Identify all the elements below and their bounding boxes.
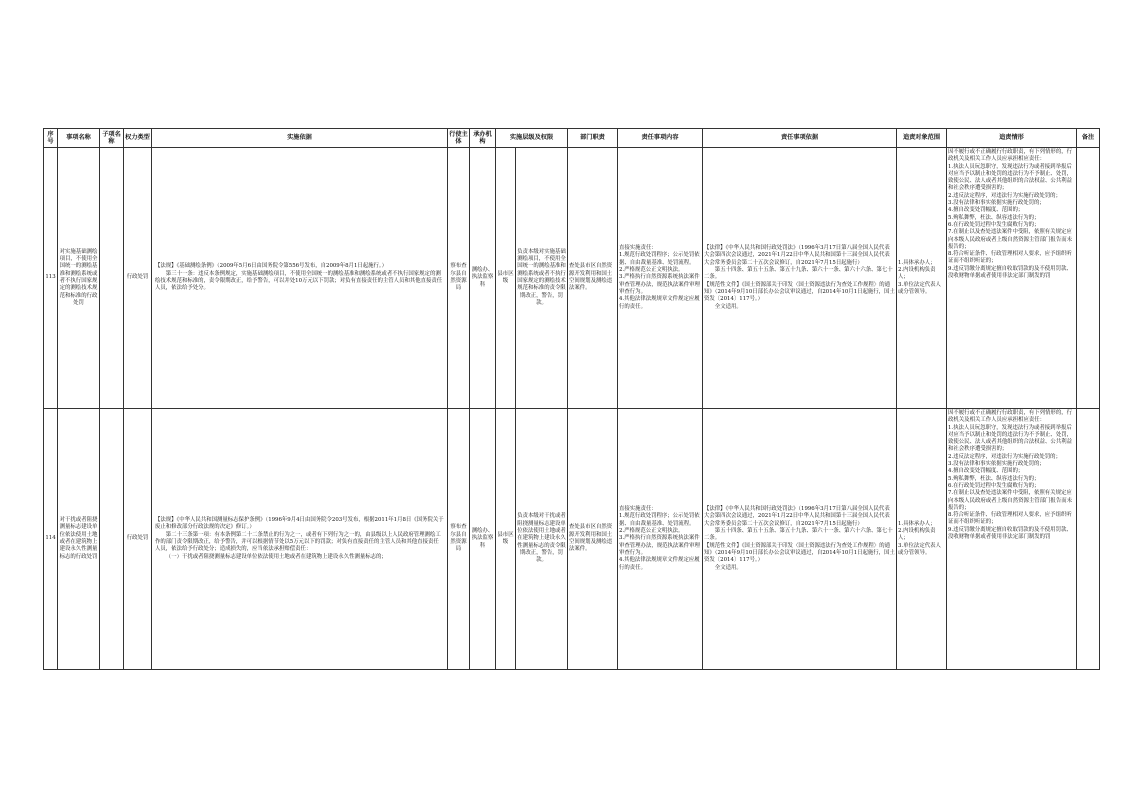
situation-line: 因不履行或不正确履行行政职责，有下列情形的，行政机关及相关工作人员应承担相应责任： [948,149,1072,163]
accountable-line: 1.具体承办人； [898,259,936,266]
accountable-line: 3.单位法定代表人或分管领导。 [898,281,941,295]
cell-office: 测绘办、执法监察科 [470,409,496,670]
header-level: 实施层级及权限 [496,129,568,148]
situation-line: 6.在行政处罚过程中发生腐败行为的； [948,221,1040,228]
cell-level: 县市区级 [496,148,516,409]
resp-basis-line: 第五十四条、第五十五条、第五十九条、第六十一条、第六十六条、第七十二条。 [704,267,893,281]
cell-office: 测绘办、执法监察科 [470,148,496,409]
cell-authority: 负责本级对实施基础测绘项目，不使用全国统一的测绘基准和测绘系统或者不执行国家规定的测绘技术规范和标准的责令限期改正，警告，罚款。 [516,148,568,409]
header-resp-content: 责任事项内容 [618,129,703,148]
resp-content-line: 3.严格执行自然资源系统执法案件审查管理办法，规范执法案件审理审查行为。 [619,274,700,295]
basis-line: 第三十一条：违反本条例规定，实施基础测绘项目，不使用全国统一的测绘基准和测绘系统或者不执行国家规定的测绘技术规范和标准的，责令限期改正，给予警告，可以并处10万元以下罚款；对负有直接责任的主管人员和其他直接责任人员，依法给予处分。 [155,270,443,292]
cell-authority: 负责本级对干扰或者阻挠测量标志建设单位依法使用土地或者在建筑物上建设永久性测量标志的责令限期改正，警告，罚款。 [516,409,568,670]
situation-line: 因不履行或不正确履行行政职责，有下列情形的，行政机关及相关工作人员应承担相应责任： [948,410,1072,424]
situation-line: 1.执法人员玩忽职守，发现违法行为或者接到举报后对应当予以制止和处罚的违法行为不予制止、处罚，致使公民、法人或者其他组织的合法权益、公共利益和社会秩序遭受损害的； [948,163,1072,192]
cell-subitem-name [100,409,124,670]
cell-resp-content [618,409,703,670]
situation-line: 7.在制止以及查处违法案件中受阻，依照有关规定应向本级人民政府或者上级自然资源主管部门报告而未报告的； [948,490,1072,511]
cell-situations [947,148,1077,409]
header-remark: 备注 [1077,129,1100,148]
cell-subject: 察布查尔县自然资源局 [448,148,470,409]
cell-accountable [897,148,947,409]
header-accountable: 追责对象范围 [897,129,947,148]
cell-seq: 114 [44,409,58,670]
cell-resp-basis [703,148,897,409]
cell-power-type: 行政处罚 [124,409,152,670]
resp-content-line: 直接实施责任： [619,506,657,513]
table-row [44,148,1100,409]
resp-content-line: 3.严格执行自然资源系统执法案件审查管理办法，规范执法案件审理审查行为。 [619,535,700,556]
resp-basis-line: 第五十四条、第五十五条、第五十九条、第六十一条、第六十六条、第七十二条。 [704,528,893,542]
basis-line: （一）干扰或者阻挠测量标志建设单位依法使用土地或者在建筑物上建设永久性测量标志的； [165,553,387,560]
cell-subject: 察布查尔县自然资源局 [448,409,470,670]
situation-line: 2.违反法定程序，对违法行为实施行政处罚的； [948,192,1061,199]
resp-content-line: 直接实施责任： [619,245,657,252]
header-item-name: 事项名称 [58,129,100,148]
cell-item-name: 对实施基础测绘项目，不使用全国统一的测绘基准和测绘系统或者不执行国家规定的测绘技术规范和标准的行政处罚 [58,148,100,409]
cell-resp-basis [703,409,897,670]
situation-line: 9.违反罚缴分离规定擅自收取罚款的及不使用罚款、没收财物单据或者使用非法定部门制发的罚 [948,265,1072,280]
basis-line: 【法规】《基础测绘条例》（2009年5月6日由国务院令第556号发布，自2009年8月1日起施行。） [155,263,388,270]
basis-line: 第二十三条第一项：有本条例第二十二条禁止的行为之一，或者有下列行为之一的，由县级以上人民政府管理测绘工作的部门责令限期改正，给予警告，并可以根据情节处以5万元以下的罚款；对负有直接责任的主管人员和其他直接责任人员，依法给予行政处分；造成损失的，应当依法承担赔偿责任： [155,531,441,553]
situation-line: 8.符合听证条件、行政管理相对人要求，应予组织听证而不组织听证的； [948,251,1072,265]
cell-situations [947,409,1077,670]
situation-line: 7.在制止以及查处违法案件中受阻，依照有关规定应向本级人民政府或者上级自然资源主管部门报告而未报告的； [948,229,1072,250]
resp-basis-line: 【法律】《中华人民共和国行政处罚法》（1996年3月17日第八届全国人民代表大会第四次会议通过，2021年1月22日中华人民共和国第十三届全国人民代表大会常务委员会第二十五次会议修订，自2021年7月15日起施行） [704,506,890,527]
resp-basis-line: 【法律】《中华人民共和国行政处罚法》（1996年3月17日第八届全国人民代表大会第四次会议通过，2021年1月22日中华人民共和国第十三届全国人民代表大会常务委员会第二十五次会议修订，自2021年7月15日起施行） [704,245,890,266]
situation-line: 1.执法人员玩忽职守，发现违法行为或者接到举报后对应当予以制止和处罚的违法行为不予制止、处罚，致使公民、法人或者其他组织的合法权益、公共利益和社会秩序遭受损害的； [948,424,1072,453]
accountable-line: 2.内设机构负责人； [898,528,936,542]
resp-content-line: 2.严格规范公正文明执法。 [619,267,684,274]
situation-line: 8.符合听证条件、行政管理相对人要求，应予组织听证而不组织听证的； [948,512,1072,526]
resp-basis-line: 全文适用。 [714,303,742,310]
cell-duty: 查处县市区自然资源开发利用和国土空间规划及测绘违法案件。 [568,148,618,409]
accountable-line: 3.单位法定代表人或分管领导。 [898,542,941,556]
situation-line: 6.在行政处罚过程中发生腐败行为的； [948,482,1040,489]
resp-content-line: 4.其他法律法规规章文件规定应履行的责任。 [619,296,700,310]
document-sheet [43,128,1095,666]
situation-line: 5.殉私舞弊，枉法、纵容违法行为的； [948,214,1040,221]
header-situations: 追责情形 [947,129,1077,148]
cell-level: 县市区级 [496,409,516,670]
cell-duty: 查处县市区自然资源开发利用和国土空间规划及测绘违法案件。 [568,409,618,670]
cell-power-type: 行政处罚 [124,148,152,409]
table-row [44,409,1100,670]
header-basis: 实施依据 [152,129,448,148]
header-duty: 部门职责 [568,129,618,148]
resp-basis-line: 【规范性文件】《国土资源部关于印发〈国土资源违法行为查处工作规程〉的通知》（2014年9月10日部长办公会议审议通过，自2014年10月1日起施行，国土资发〔2014〕117号。） [704,281,895,303]
header-subject: 行使主体 [448,129,470,148]
situation-line: 9.违反罚缴分离规定擅自收取罚款的及不使用罚款、没收财物单据或者使用非法定部门制发的罚 [948,526,1072,541]
situation-line: 3.没有法律和事实依据实施行政处罚的； [948,461,1045,468]
cell-seq: 113 [44,148,58,409]
power-list-table [43,128,1100,670]
basis-line: 【法规】《中华人民共和国测量标志保护条例》（1996年9月4日由国务院令203号发布，根据2011年1月8日《国务院关于废止和修改部分行政法规的决定》修订。） [155,517,444,531]
header-resp-basis: 责任事项依据 [703,129,897,148]
situation-line: 5.殉私舞弊，枉法、纵容违法行为的； [948,475,1040,482]
cell-item-name: 对干扰或者阻挠测量标志建设单位依法使用土地或者在建筑物上建设永久性测量标志的行政处罚 [58,409,100,670]
accountable-line: 1.具体承办人； [898,520,936,527]
cell-basis [152,148,448,409]
cell-basis [152,409,448,670]
cell-subitem-name [100,148,124,409]
situation-line: 3.没有法律和事实依据实施行政处罚的； [948,200,1045,207]
cell-resp-content [618,148,703,409]
resp-content-line: 1.规范行政处罚程序；公示处罚依据、自由裁量基准、处罚流程。 [619,513,700,527]
resp-content-line: 2.严格规范公正文明执法。 [619,528,684,535]
header-subitem-name: 子项名称 [100,129,124,148]
resp-basis-line: 【规范性文件】《国土资源部关于印发〈国土资源违法行为查处工作规程〉的通知》（2014年9月10日部长办公会议审议通过，自2014年10月1日起施行，国土资发〔2014〕117号。） [704,542,895,564]
cell-accountable [897,409,947,670]
situation-line: 4.擅自改变处罚幅度、范围的； [948,468,1024,475]
accountable-line: 2.内设机构负责人； [898,267,936,281]
header-office: 承办机构 [470,129,496,148]
header-power-type: 权力类型 [124,129,152,148]
header-row [44,129,1100,148]
cell-remark [1077,409,1100,670]
resp-content-line: 4.其他法律法规规章文件规定应履行的责任。 [619,557,700,571]
header-seq: 序号 [44,129,58,148]
resp-content-line: 1.规范行政处罚程序；公示处罚依据、自由裁量基准、处罚流程。 [619,252,700,266]
situation-line: 2.违反法定程序，对违法行为实施行政处罚的； [948,453,1061,460]
situation-line: 4.擅自改变处罚幅度、范围的； [948,207,1024,214]
cell-remark [1077,148,1100,409]
resp-basis-line: 全文适用。 [714,564,742,571]
